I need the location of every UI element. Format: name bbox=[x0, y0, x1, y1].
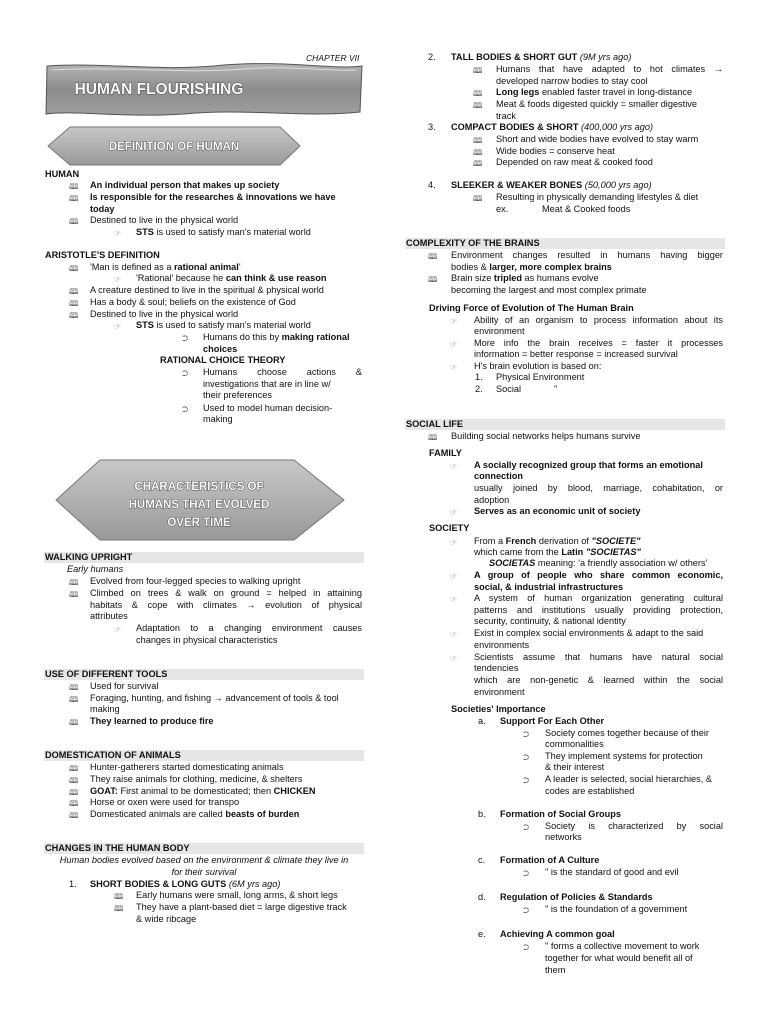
book-icon: 🕮 bbox=[69, 695, 79, 704]
body-item-4-sub-1b: Meat & Cooked foods bbox=[542, 204, 631, 214]
brains-bullet-2b: becoming the largest and most complex primate bbox=[451, 285, 647, 295]
body-item-4-sub-1b-ex: ex. bbox=[496, 204, 509, 214]
domestication-bullet-1: Hunter-gatherers started domesticating animals bbox=[90, 762, 284, 772]
svg-text:CHARACTERISTICS OF: CHARACTERISTICS OF bbox=[134, 481, 264, 493]
aristotle-arrow-1: Humans do this by making rational bbox=[203, 332, 350, 342]
importance-c-title: Formation of A Culture bbox=[500, 855, 600, 865]
society-sub-1c: SOCIETAS meaning: 'a friendly association w/ others' bbox=[489, 558, 708, 568]
society-sub-3b: patterns and institutions usually providing protection, bbox=[474, 605, 723, 615]
importance-b-title: Formation of Social Groups bbox=[500, 809, 621, 819]
human-bullet-1: An individual person that makes up society bbox=[90, 180, 280, 190]
society-heading: SOCIETY bbox=[429, 523, 470, 533]
book-icon: 🕮 bbox=[69, 311, 79, 320]
hand-point-icon: ☞ bbox=[114, 229, 122, 238]
society-sub-4b: environments bbox=[474, 640, 530, 650]
brains-list-1-num: 1. bbox=[475, 372, 483, 382]
body-num-4: 4. bbox=[428, 180, 436, 190]
family-heading: FAMILY bbox=[429, 448, 462, 458]
book-icon: 🕮 bbox=[428, 252, 438, 261]
body-intro-1: Human bodies evolved based on the environment & climate they live in bbox=[59, 855, 349, 865]
book-icon: 🕮 bbox=[69, 788, 79, 797]
society-sub-3c: security, continuity, & national identity bbox=[474, 616, 626, 626]
society-sub-3a: A system of human organization generating cultural bbox=[474, 593, 723, 603]
book-icon: 🕮 bbox=[69, 718, 79, 727]
book-icon: 🕮 bbox=[428, 275, 438, 284]
body-item-4: SLEEKER & WEAKER BONES (50,000 yrs ago) bbox=[451, 180, 652, 190]
body-item-4-sub-1a: Resulting in physically demanding lifestyles & diet bbox=[496, 192, 699, 202]
brains-bullet-2: Brain size tripled as humans evolve bbox=[451, 273, 599, 283]
society-sub-5d: environment bbox=[474, 687, 525, 697]
hand-point-icon: ☞ bbox=[450, 595, 458, 604]
social-heading: SOCIAL LIFE bbox=[405, 419, 725, 430]
svg-text:HUMAN FLOURISHING: HUMAN FLOURISHING bbox=[74, 81, 244, 98]
book-icon: 🕮 bbox=[69, 299, 79, 308]
brains-list-2-ditto: " bbox=[554, 384, 558, 394]
book-icon: 🕮 bbox=[69, 217, 79, 226]
body-heading: CHANGES IN THE HUMAN BODY bbox=[44, 843, 364, 854]
society-sub-4a: Exist in complex social environments & adapt to the said bbox=[474, 628, 704, 638]
book-icon: 🕮 bbox=[69, 799, 79, 808]
family-sub-1c: usually joined by blood, marriage, cohabitation, or bbox=[474, 483, 723, 493]
social-bullet-1: Building social networks helps humans survive bbox=[451, 431, 641, 441]
society-sub-1a: From a French derivation of "SOCIETE" bbox=[474, 536, 641, 546]
body-item-1-sub-1: Early humans were small, long arms, & short legs bbox=[136, 890, 338, 900]
importance-a-3a: A leader is selected, social hierarchies, & bbox=[545, 774, 712, 784]
book-icon: 🕮 bbox=[69, 776, 79, 785]
title-text bbox=[44, 62, 364, 118]
body-item-3: COMPACT BODIES & SHORT (400,000 yrs ago) bbox=[451, 122, 654, 132]
body-num-2: 2. bbox=[428, 52, 436, 62]
aristotle-arrow-1b: choices bbox=[203, 344, 238, 354]
book-icon: 🕮 bbox=[473, 148, 483, 157]
book-icon: 🕮 bbox=[114, 892, 124, 901]
body-item-1: SHORT BODIES & LONG GUTS (6M yrs ago) bbox=[90, 879, 281, 889]
body-item-2-sub-2: Long legs enabled faster travel in long-distance bbox=[496, 87, 693, 97]
domestication-bullet-2: They raise animals for clothing, medicine, & shelters bbox=[90, 774, 303, 784]
body-item-2-sub-1b: developed narrow bodies to stay cool bbox=[496, 76, 648, 86]
tools-bullet-2b: making bbox=[90, 704, 120, 714]
circle-arrow-icon: ⮊ bbox=[523, 823, 530, 832]
hand-point-icon: ☞ bbox=[450, 630, 458, 639]
importance-a-2a: They implement systems for protection bbox=[545, 751, 703, 761]
circle-arrow-icon: ⮊ bbox=[182, 334, 189, 343]
svg-text:OVER TIME: OVER TIME bbox=[167, 517, 231, 529]
book-icon: 🕮 bbox=[473, 159, 483, 168]
book-icon: 🕮 bbox=[473, 136, 483, 145]
importance-a-title: Support For Each Other bbox=[500, 716, 605, 726]
importance-e-1c: them bbox=[545, 965, 566, 975]
brains-list-1: Physical Environment bbox=[496, 372, 585, 382]
domestication-bullet-3: GOAT: First animal to be domesticated; then CHICKEN bbox=[90, 786, 316, 796]
domestication-heading: DOMESTICATION OF ANIMALS bbox=[44, 750, 364, 761]
walking-sub-1b: changes in physical characteristics bbox=[136, 635, 278, 645]
walking-bullet-2a: Climbed on trees & walk on ground = helped in attaining bbox=[90, 588, 362, 598]
domestication-bullet-4: Horse or oxen were used for transpo bbox=[90, 797, 240, 807]
body-item-2-sub-3a: Meat & foods digested quickly = smaller digestive bbox=[496, 99, 697, 109]
book-icon: 🕮 bbox=[69, 194, 79, 203]
importance-c-letter: c. bbox=[478, 855, 486, 865]
importance-a-3b: codes are established bbox=[545, 786, 635, 796]
aristotle-bullet-2: A creature destined to live in the spiritual & physical world bbox=[90, 285, 324, 295]
aristotle-arrow-3b: making bbox=[203, 414, 233, 424]
hand-point-icon: ☞ bbox=[450, 317, 458, 326]
society-sub-2b: social, & industrial infrastructures bbox=[474, 582, 624, 592]
hand-point-icon: ☞ bbox=[114, 275, 122, 284]
body-item-2-sub-3b: track bbox=[496, 111, 516, 121]
book-icon: 🕮 bbox=[473, 194, 483, 203]
domestication-bullet-5: Domesticated animals are called beasts of burden bbox=[90, 809, 300, 819]
hand-point-icon: ☞ bbox=[114, 322, 122, 331]
hand-point-icon: ☞ bbox=[114, 625, 122, 634]
importance-b-1a: Society is characterized by social bbox=[545, 821, 723, 831]
family-sub-2: Serves as an economic unit of society bbox=[474, 506, 641, 516]
book-icon: 🕮 bbox=[473, 101, 483, 110]
hand-point-icon: ☞ bbox=[450, 654, 458, 663]
brains-list-2: Social bbox=[496, 384, 522, 394]
hand-point-icon: ☞ bbox=[450, 508, 458, 517]
walking-heading: WALKING UPRIGHT bbox=[44, 552, 364, 563]
book-icon: 🕮 bbox=[69, 590, 79, 599]
body-item-1-sub-2a: They have a plant-based diet = large digestive track bbox=[136, 902, 347, 912]
tools-heading: USE OF DIFFERENT TOOLS bbox=[44, 669, 364, 680]
society-sub-2a: A group of people who share common economic, bbox=[474, 570, 723, 580]
rational-choice-theory: RATIONAL CHOICE THEORY bbox=[160, 355, 286, 365]
human-bullet-2a: Is responsible for the researches & innovations we have bbox=[90, 192, 336, 202]
hand-point-icon: ☞ bbox=[450, 340, 458, 349]
brains-sub-2b: information = better response = increased survival bbox=[474, 349, 678, 359]
aristotle-heading: ARISTOTLE'S DEFINITION bbox=[45, 250, 160, 260]
aristotle-arrow-2b: investigations that are in line w/ bbox=[203, 379, 331, 389]
svg-text:HUMANS THAT EVOLVED: HUMANS THAT EVOLVED bbox=[128, 499, 270, 511]
book-icon: 🕮 bbox=[69, 287, 79, 296]
circle-arrow-icon: ⮊ bbox=[523, 943, 530, 952]
family-sub-1d: adoption bbox=[474, 495, 510, 505]
book-icon: 🕮 bbox=[428, 433, 438, 442]
aristotle-bullet-4: Destined to live in the physical world bbox=[90, 309, 239, 319]
brains-sub-1b: environment bbox=[474, 326, 525, 336]
tools-bullet-3: They learned to produce fire bbox=[90, 716, 214, 726]
brains-list-2-num: 2. bbox=[475, 384, 483, 394]
body-item-2: TALL BODIES & SHORT GUT (9M yrs ago) bbox=[451, 52, 632, 62]
society-sub-5c: which are non-genetic & learned within the social bbox=[474, 675, 723, 685]
society-sub-5a: Scientists assume that humans have natural social bbox=[474, 652, 723, 662]
aristotle-bullet-3: Has a body & soul; beliefs on the existence of God bbox=[90, 297, 296, 307]
human-bullet-2b: today bbox=[90, 204, 115, 214]
tools-bullet-1: Used for survival bbox=[90, 681, 159, 691]
circle-arrow-icon: ⮊ bbox=[523, 730, 530, 739]
walking-sub: Early humans bbox=[67, 564, 124, 574]
body-item-2-sub-1a: Humans that have adapted to hot climates → bbox=[496, 64, 723, 74]
body-num-1: 1. bbox=[69, 879, 77, 889]
human-bullet-3: Destined to live in the physical world bbox=[90, 215, 239, 225]
circle-arrow-icon: ⮊ bbox=[523, 869, 530, 878]
hand-point-icon: ☞ bbox=[450, 462, 458, 471]
brains-sub-3: H's brain evolution is based on: bbox=[474, 361, 602, 371]
walking-sub-1a: Adaptation to a changing environment causes bbox=[136, 623, 362, 633]
importance-a-1a: Society comes together because of their bbox=[545, 728, 709, 738]
brains-sub-2a: More info the brain receives = faster it processes bbox=[474, 338, 723, 348]
circle-arrow-icon: ⮊ bbox=[523, 753, 530, 762]
importance-a-letter: a. bbox=[478, 716, 486, 726]
driving-force-heading: Driving Force of Evolution of The Human Brain bbox=[429, 303, 634, 313]
definition-banner bbox=[44, 125, 304, 167]
brains-bullet-1a: Environment changes resulted in humans having bigger bbox=[451, 250, 723, 260]
body-intro-2: for their survival bbox=[171, 867, 237, 877]
human-heading: HUMAN bbox=[45, 169, 80, 179]
importance-d-letter: d. bbox=[478, 892, 486, 902]
book-icon: 🕮 bbox=[69, 811, 79, 820]
hand-point-icon: ☞ bbox=[450, 538, 458, 547]
hand-point-icon: ☞ bbox=[450, 363, 458, 372]
book-icon: 🕮 bbox=[69, 764, 79, 773]
circle-arrow-icon: ⮊ bbox=[182, 369, 189, 378]
importance-e-letter: e. bbox=[478, 929, 486, 939]
svg-text:DEFINITION OF HUMAN: DEFINITION OF HUMAN bbox=[108, 141, 240, 153]
importance-b-1b: networks bbox=[545, 832, 582, 842]
importance-e-1a: " forms a collective movement to work bbox=[545, 941, 700, 951]
circle-arrow-icon: ⮊ bbox=[182, 405, 189, 414]
body-item-3-sub-3: Depended on raw meat & cooked food bbox=[496, 157, 653, 167]
characteristics-text bbox=[44, 458, 364, 542]
brains-heading: COMPLEXITY OF THE BRAINS bbox=[405, 238, 725, 249]
body-num-3: 3. bbox=[428, 122, 436, 132]
aristotle-bullet-1: 'Man is defined as a rational animal' bbox=[90, 262, 241, 272]
chapter-label: CHAPTER VII bbox=[306, 53, 360, 63]
walking-bullet-1: Evolved from four-legged species to walking upright bbox=[90, 576, 301, 586]
importance-a-1b: commonalities bbox=[545, 739, 604, 749]
importance-b-letter: b. bbox=[478, 809, 486, 819]
circle-arrow-icon: ⮊ bbox=[523, 776, 530, 785]
human-sub-1: STS is used to satisfy man's material world bbox=[136, 227, 311, 237]
body-item-1-sub-2b: & wide ribcage bbox=[136, 914, 197, 924]
brains-bullet-1b: bodies & larger, more complex brains bbox=[451, 262, 612, 272]
book-icon: 🕮 bbox=[473, 89, 483, 98]
aristotle-sub-1: 'Rational' because he can think & use reason bbox=[136, 273, 327, 283]
circle-arrow-icon: ⮊ bbox=[523, 906, 530, 915]
importance-c-1: " is the standard of good and evil bbox=[545, 867, 679, 877]
aristotle-arrow-2c: their preferences bbox=[203, 390, 272, 400]
book-icon: 🕮 bbox=[473, 66, 483, 75]
book-icon: 🕮 bbox=[69, 578, 79, 587]
body-item-3-sub-1: Short and wide bodies have evolved to stay warm bbox=[496, 134, 699, 144]
walking-bullet-2c: attributes bbox=[90, 611, 128, 621]
family-sub-1a: A socially recognized group that forms an emotional bbox=[474, 460, 703, 470]
family-sub-1b: connection bbox=[474, 471, 524, 481]
brains-sub-1a: Ability of an organism to process information about its bbox=[474, 315, 723, 325]
importance-d-title: Regulation of Policies & Standards bbox=[500, 892, 653, 902]
body-item-3-sub-2: Wide bodies = conserve heat bbox=[496, 146, 615, 156]
hand-point-icon: ☞ bbox=[450, 572, 458, 581]
book-icon: 🕮 bbox=[69, 683, 79, 692]
book-icon: 🕮 bbox=[114, 904, 124, 913]
book-icon: 🕮 bbox=[69, 182, 79, 191]
importance-e-1b: together for what would benefit all of bbox=[545, 953, 693, 963]
importance-d-1: " is the foundation of a government bbox=[545, 904, 688, 914]
importance-e-title: Achieving A common goal bbox=[500, 929, 615, 939]
walking-bullet-2b: habitats & cope with climates → evolution of physical bbox=[90, 600, 362, 610]
book-icon: 🕮 bbox=[69, 264, 79, 273]
importance-heading: Societies' Importance bbox=[451, 704, 546, 714]
aristotle-arrow-2a: Humans choose actions & bbox=[203, 367, 362, 377]
aristotle-sub-2: STS is used to satisfy man's material world bbox=[136, 320, 311, 330]
tools-bullet-2a: Foraging, hunting, and fishing → advancement of tools & tool bbox=[90, 693, 339, 703]
society-sub-1b: which came from the Latin "SOCIETAS" bbox=[474, 547, 641, 557]
society-sub-5b: tendencies bbox=[474, 663, 519, 673]
importance-a-2b: & their interest bbox=[545, 762, 605, 772]
aristotle-arrow-3a: Used to model human decision- bbox=[203, 403, 333, 413]
